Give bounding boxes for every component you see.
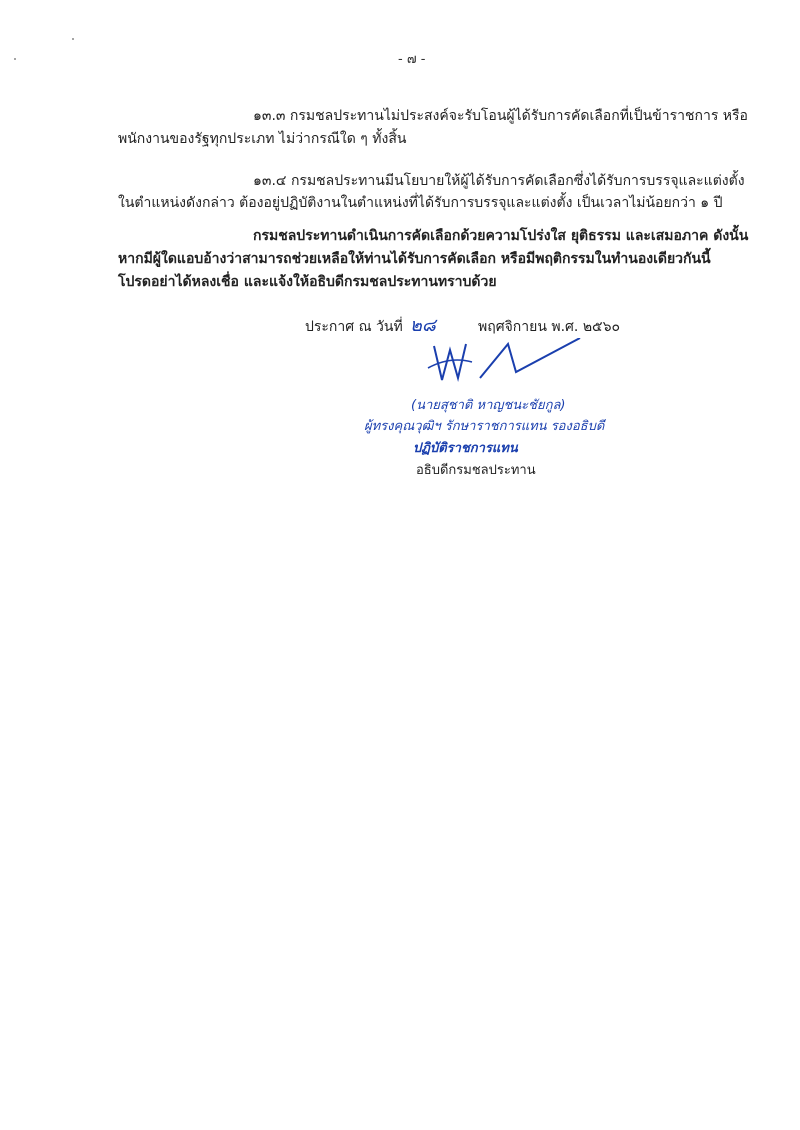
signatory-position-line-1: ผู้ทรงคุณวุฒิฯ รักษาราชการแทน รองอธิบดี — [364, 419, 605, 434]
paragraph-13-3-line-1: ๑๓.๓ กรมชลประทานไม่ประสงค์จะรับโอนผู้ได้รับการคัดเลือกที่เป็นข้าราชการ หรือ — [253, 108, 748, 124]
scan-speck — [14, 58, 16, 60]
notice-line-3: โปรดอย่าได้หลงเชื่อ และแจ้งให้อธิบดีกรมชลประทานทราบด้วย — [118, 274, 497, 290]
paragraph-13-3-line-2: พนักงานของรัฐทุกประเภท ไม่ว่ากรณีใด ๆ ทั้งสิ้น — [118, 131, 407, 147]
notice-line-2: หากมีผู้ใดแอบอ้างว่าสามารถช่วยเหลือให้ท่านได้รับการคัดเลือก หรือมีพฤติกรรมในทำนองเดียวกันนี้ — [118, 251, 711, 267]
signatory-title: อธิบดีกรมชลประทาน — [416, 463, 536, 478]
signature-image — [420, 338, 590, 388]
paragraph-13-4-line-2: ในตำแหน่งดังกล่าว ต้องอยู่ปฏิบัติงานในตำแหน่งที่ได้รับการบรรจุและแต่งตั้ง เป็นเวลาไม่น้อยกว่า ๑ ปี — [118, 195, 723, 211]
signatory-name: (นายสุชาติ หาญชนะชัยกูล) — [411, 398, 566, 413]
notice-line-1: กรมชลประทานดำเนินการคัดเลือกด้วยความโปร่งใส ยุติธรรม และเสมอภาค ดังนั้น — [253, 228, 749, 244]
scan-speck — [72, 38, 74, 40]
announcement-month-year: พฤศจิกายน พ.ศ. ๒๕๖๐ — [478, 319, 621, 335]
paragraph-13-4-line-1: ๑๓.๔ กรมชลประทานมีนโยบายให้ผู้ได้รับการคัดเลือกซึ่งได้รับการบรรจุและแต่งตั้ง — [253, 173, 745, 189]
page-number: - ๗ - — [398, 52, 426, 67]
announcement-day-handwritten: ๒๘ — [410, 315, 436, 336]
signatory-position-line-2: ปฏิบัติราชการแทน — [413, 441, 518, 456]
announcement-date-label: ประกาศ ณ วันที่ — [305, 319, 403, 335]
